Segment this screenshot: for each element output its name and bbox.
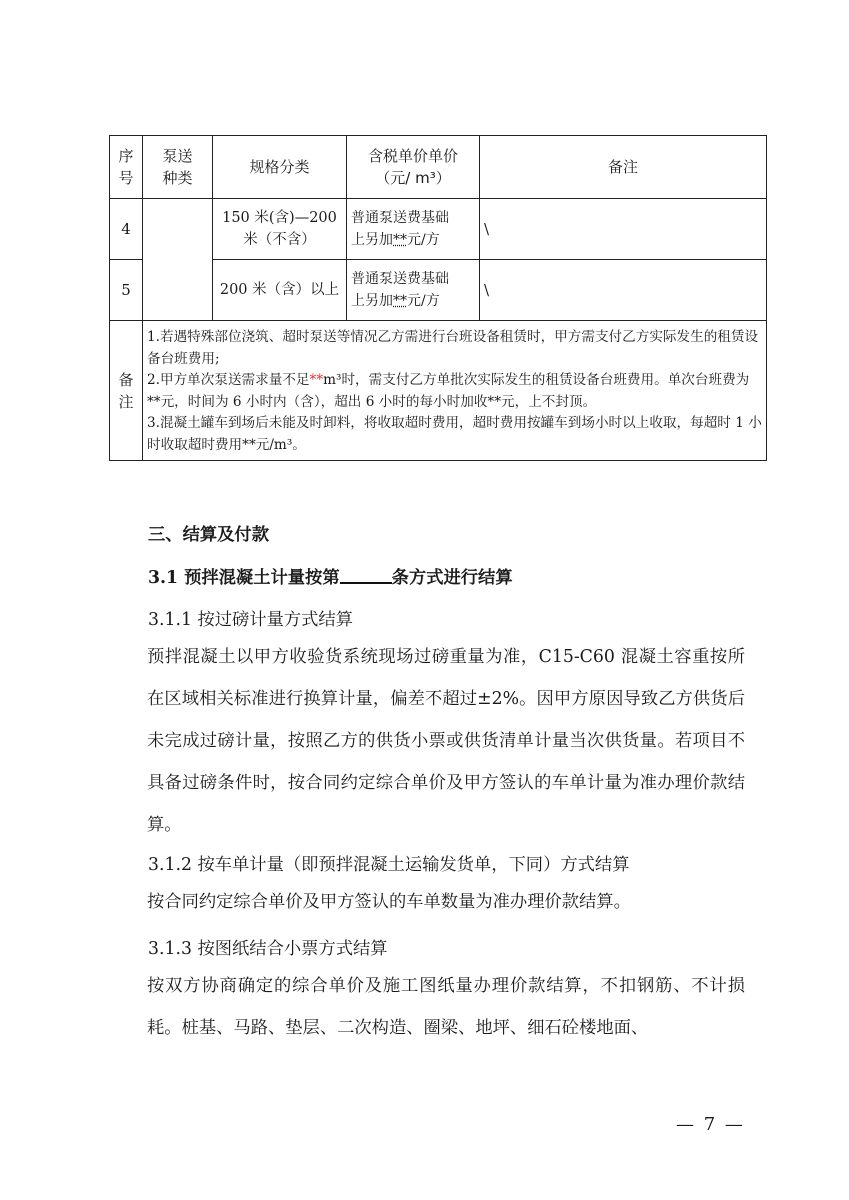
paragraph-truck-ticket: 按合同约定综合单价及甲方签认的车单数量为准办理价款结算。 — [147, 892, 631, 912]
note-1: 1.若遇特殊部位浇筑、超时泵送等情况乙方需进行台班设备租赁时，甲方需支付乙方实际发生的租赁设备台班费用; — [147, 329, 759, 367]
settlement-method-blank — [340, 566, 392, 584]
notes-label: 备 注 — [110, 321, 143, 461]
section-title: 三、结算及付款 — [148, 525, 269, 545]
table-header-row — [110, 136, 767, 199]
header-remark: 备注 — [480, 136, 767, 199]
notes-content — [143, 321, 767, 461]
row-price: 普通泵送费基础 上另加**元/方 — [347, 199, 480, 260]
clause-3-1-2: 3.1.2 按车单计量（即预拌混凝土运输发货单，下同）方式结算 — [148, 855, 630, 875]
row-index: 4 — [110, 199, 143, 260]
pump-price-table — [109, 135, 767, 461]
row-price: 普通泵送费基础 上另加**元/方 — [347, 260, 480, 321]
header-unit-price: 含税单价单价 （元/ m³） — [347, 136, 480, 199]
header-spec: 规格分类 — [213, 136, 347, 199]
note-3: 3.混凝土罐车到场后未能及时卸料，将收取超时费用，超时费用按罐车到场小时以上收取，每超时 1 小时收取超时费用**元/m³。 — [147, 415, 762, 453]
header-pump-type: 泵送 种类 — [143, 136, 213, 199]
paragraph-weighing: 预拌混凝土以甲方收验货系统现场过磅重量为准，C15-C60 混凝土容重按所在区域相关标准进行换算计量，偏差不超过±2%。因甲方原因导致乙方供货后未完成过磅计量，按照乙方的供货小票或供货清单计量当次供货量。若项目不具备过磅条件时，按合同约定综合单价及甲方签认的车单计量为准办理价款结算。 — [147, 647, 745, 835]
pump-type-cell — [143, 199, 213, 321]
notes-row — [110, 321, 767, 461]
header-index: 序 号 — [110, 136, 143, 199]
paragraph-drawings: 按双方协商确定的综合单价及施工图纸量办理价款结算，不扣钢筋、不计损耗。桩基、马路、垫层、二次构造、圈梁、地坪、细石砼楼地面、 — [147, 976, 745, 1038]
clause-3-1: 3.1 预拌混凝土计量按第 条方式进行结算 — [148, 568, 513, 588]
row-spec: 150 米(含)—200 米（不含） — [213, 199, 347, 260]
clause-3-1-3: 3.1.3 按图纸结合小票方式结算 — [148, 939, 388, 959]
row-remark: \ — [480, 260, 767, 321]
table-row — [110, 199, 767, 260]
row-spec: 200 米（含）以上 — [213, 260, 347, 321]
clause-3-1-1: 3.1.1 按过磅计量方式结算 — [148, 610, 353, 630]
row-index: 5 — [110, 260, 143, 321]
note-2: 2.甲方单次泵送需求量不足**m³时，需支付乙方单批次实际发生的租赁设备台班费用。单次台班费为**元，时间为 6 小时内（含），超出 6 小时的每小时加收**元，上不封顶。 — [147, 372, 750, 410]
page-number: — 7 — — [676, 1114, 745, 1135]
row-remark: \ — [480, 199, 767, 260]
